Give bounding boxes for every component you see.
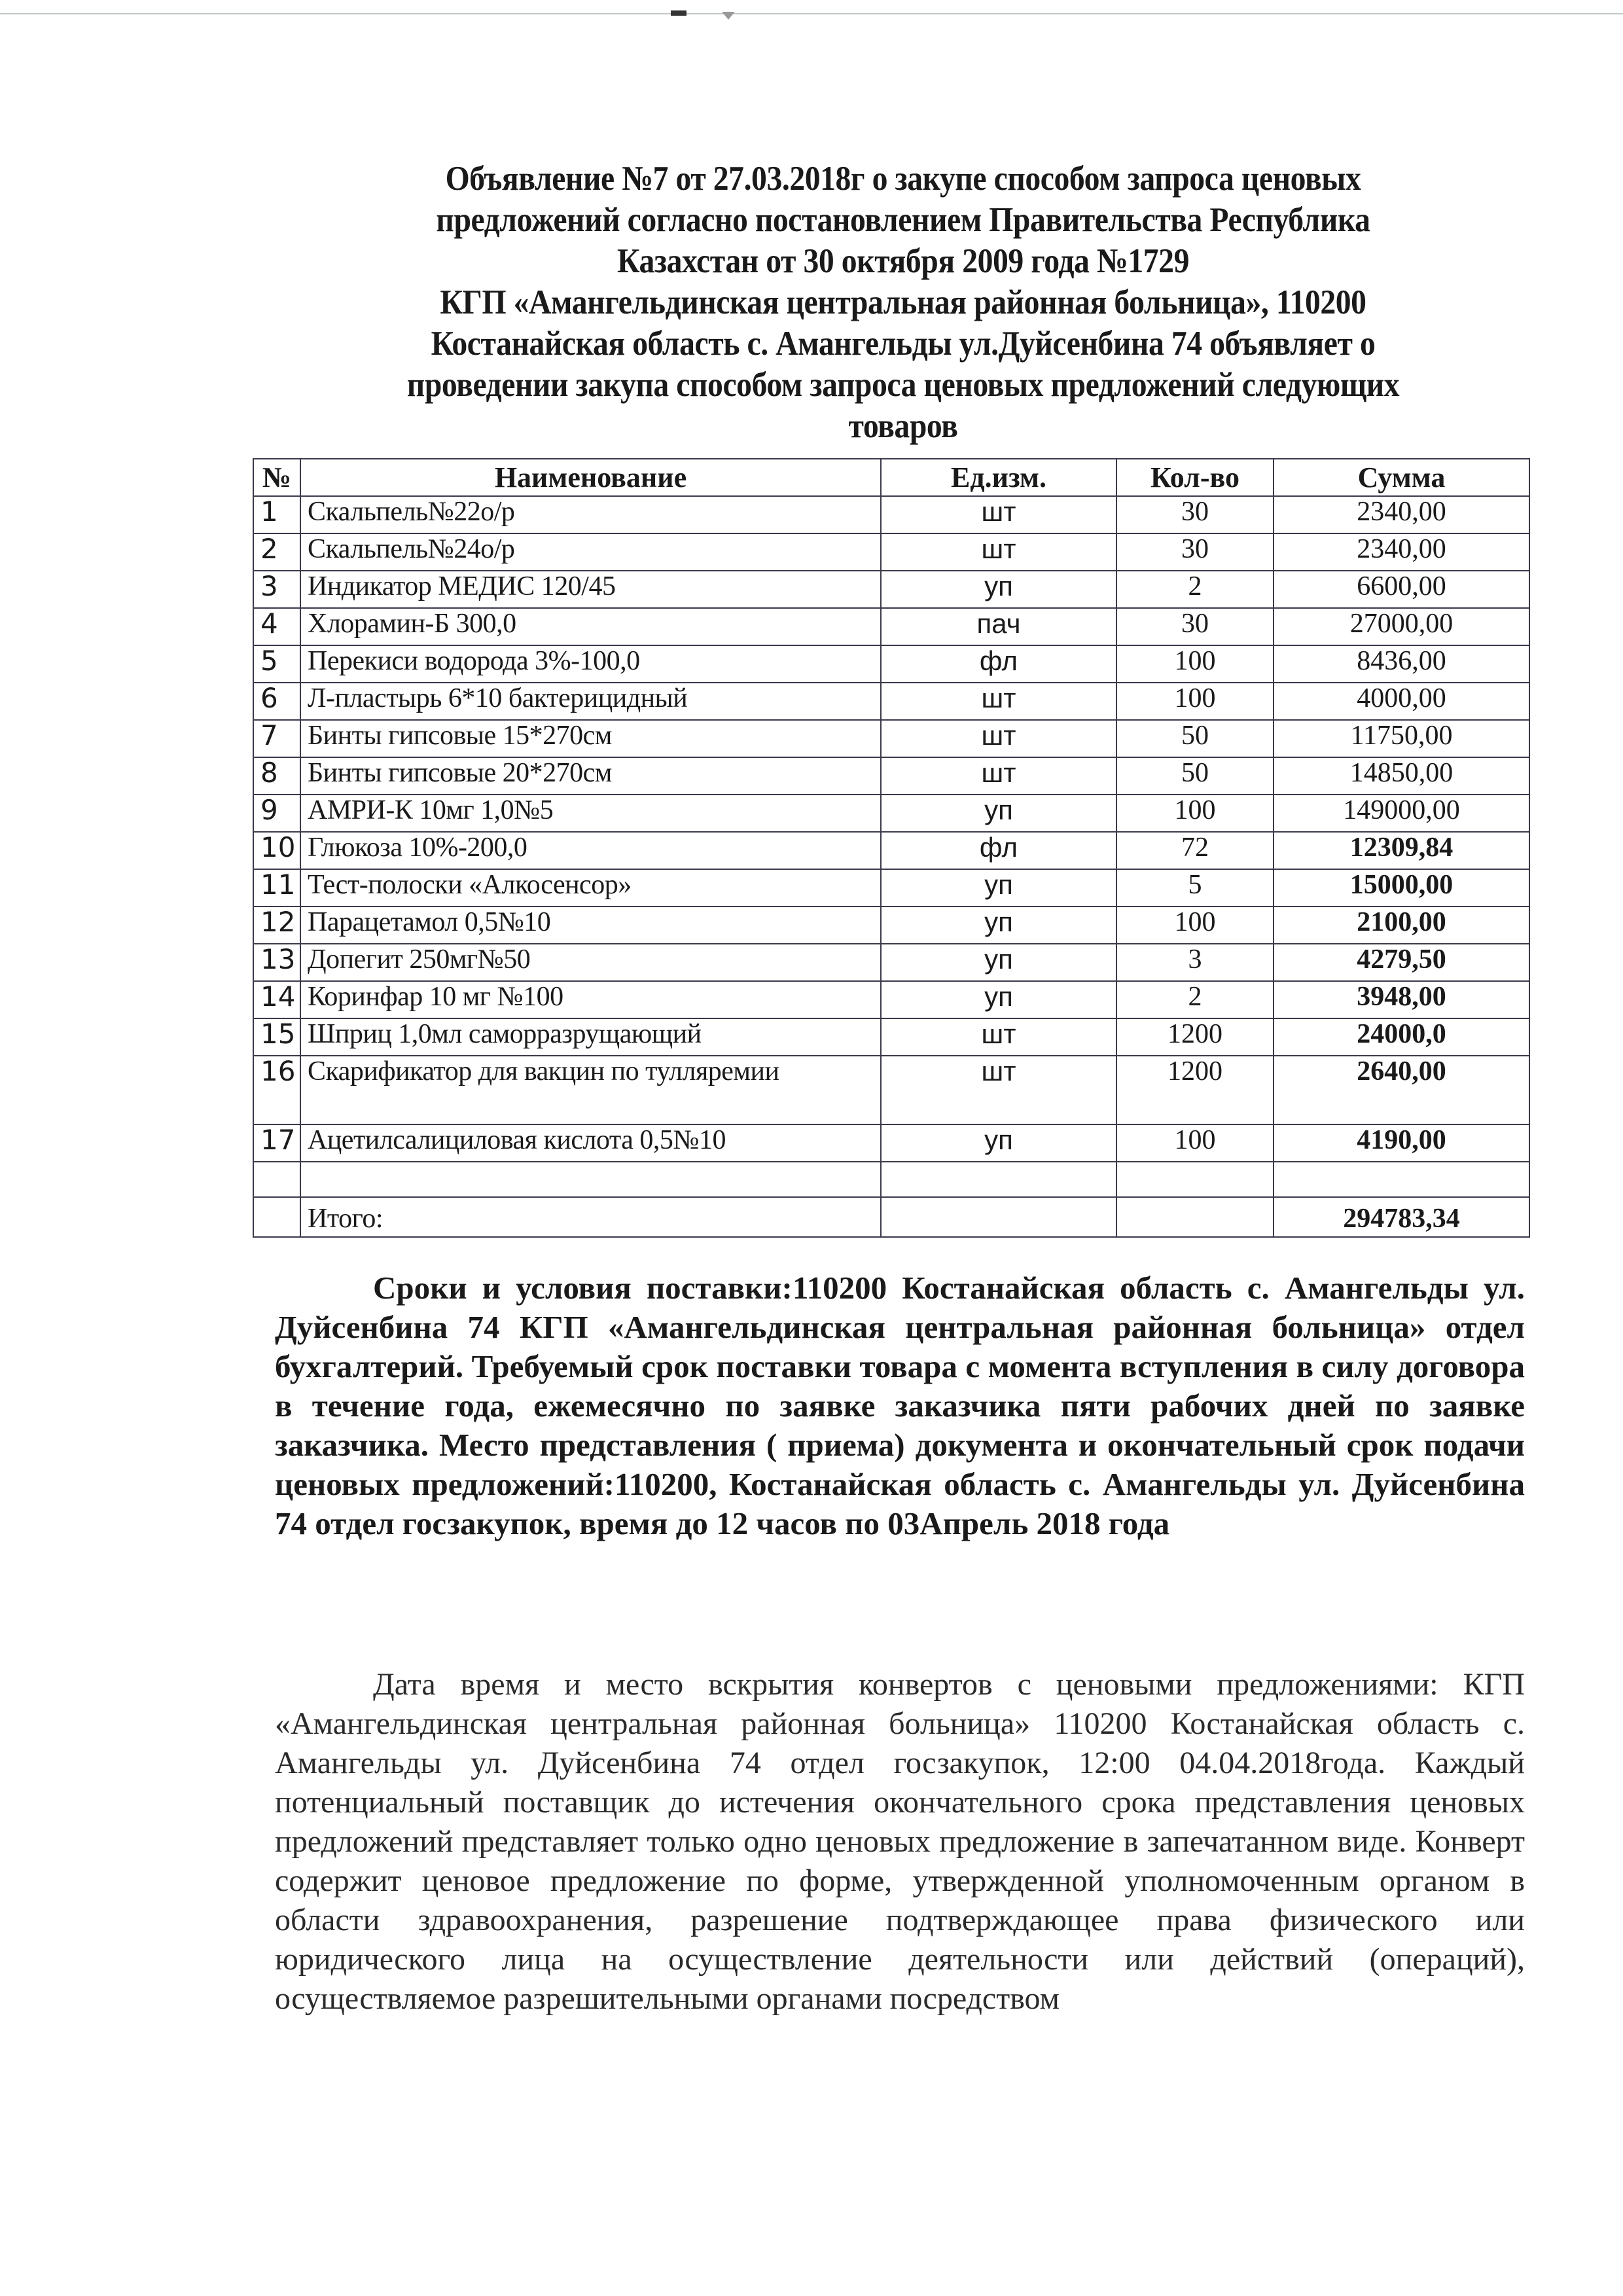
table-row <box>253 571 1529 608</box>
row-name: Бинты гипсовые 15*270см <box>300 720 881 757</box>
table-row <box>253 496 1529 533</box>
row-sum: 2340,00 <box>1274 533 1529 571</box>
title-line: проведении закупа способом запроса ценовых предложений следующих <box>406 366 1400 404</box>
row-unit: шт <box>881 757 1116 795</box>
empty-cell <box>1116 1197 1274 1237</box>
row-unit: шт <box>881 720 1116 757</box>
row-name: Бинты гипсовые 20*270см <box>300 757 881 795</box>
header-name: Наименование <box>300 459 881 496</box>
row-name: Допегит 250мг№50 <box>300 944 881 981</box>
header-qty: Кол-во <box>1116 459 1274 496</box>
row-no: 4 <box>253 608 300 645</box>
row-name: Скальпель№22о/р <box>300 496 881 533</box>
row-qty: 100 <box>1116 683 1274 720</box>
row-unit: шт <box>881 1018 1116 1056</box>
row-no: 11 <box>253 869 300 906</box>
scan-mark <box>671 10 687 16</box>
table-row <box>253 757 1529 795</box>
table-row <box>253 906 1529 944</box>
row-qty: 100 <box>1116 795 1274 832</box>
row-sum: 2640,00 <box>1274 1056 1529 1124</box>
header-sum: Сумма <box>1274 459 1529 496</box>
row-name: Скальпель№24о/р <box>300 533 881 571</box>
envelope-opening-paragraph <box>275 1665 1525 2018</box>
row-name: Л-пластырь 6*10 бактерицидный <box>300 683 881 720</box>
table-row <box>253 981 1529 1018</box>
table-row <box>253 1018 1529 1056</box>
row-qty: 30 <box>1116 533 1274 571</box>
row-unit: пач <box>881 608 1116 645</box>
table-row <box>253 795 1529 832</box>
row-qty: 100 <box>1116 645 1274 683</box>
row-unit: шт <box>881 1056 1116 1124</box>
row-unit: уп <box>881 981 1116 1018</box>
table-row <box>253 944 1529 981</box>
row-name: Глюкоза 10%-200,0 <box>300 832 881 869</box>
envelope-opening-text: Дата время и место вскрытия конвертов с ценовыми предложениями: КГП «Амангельдинская центральная районная больница» 110200 Костанайская область с. Амангельды ул. Дуйсенбина 74 отдел госзакупок, 12:00 04.04.2018года. Каждый потенциальный поставщик до истечения окончательного срока представления ценовых предложений представляет только одно ценовых предложение в запечатанном виде. Конверт содержит ценовое предложение по форме, утвержденной уполномоченным органом в области здравоохранения, разрешение подтверждающее права физического или юридического лица на осуществление деятельности или действий (операций), осуществляемое разрешительными органами посредством <box>275 1667 1525 2016</box>
row-no: 17 <box>253 1124 300 1162</box>
row-no: 5 <box>253 645 300 683</box>
empty-cell <box>881 1197 1116 1237</box>
row-unit: шт <box>881 533 1116 571</box>
empty-cell <box>300 1162 881 1197</box>
row-sum: 27000,00 <box>1274 608 1529 645</box>
row-no: 8 <box>253 757 300 795</box>
row-name: Скарификатор для вакцин по тулляремии <box>300 1056 881 1124</box>
delivery-terms-paragraph <box>275 1268 1525 1543</box>
row-sum: 2100,00 <box>1274 906 1529 944</box>
row-no: 10 <box>253 832 300 869</box>
row-sum: 4000,00 <box>1274 683 1529 720</box>
total-label: Итого: <box>300 1197 881 1237</box>
table-row <box>253 1056 1529 1124</box>
title-line: Костанайская область с. Амангельды ул.Дуйсенбина 74 объявляет о <box>431 325 1376 363</box>
row-sum: 11750,00 <box>1274 720 1529 757</box>
table-row <box>253 720 1529 757</box>
row-qty: 50 <box>1116 720 1274 757</box>
row-qty: 30 <box>1116 496 1274 533</box>
title-line: Объявление №7 от 27.03.2018г о закупе способом запроса ценовых <box>445 160 1361 198</box>
table-header-row <box>253 459 1529 496</box>
empty-cell <box>1116 1162 1274 1197</box>
announcement-title <box>344 158 1463 447</box>
delivery-terms-text: Сроки и условия поставки:110200 Костанайская область с. Амангельды ул. Дуйсенбина 74 КГП «Амангельдинская центральная районная больница» отдел бухгалтерий. Требуемый срок поставки товара с момента вступления в силу договора в течение года, ежемесячно по заявке заказчика пяти рабочих дней по заявке заказчика. Место представления ( приема) документа и окончательный срок подачи ценовых предложений:110200, Костанайская область с. Амангельды ул. Дуйсенбина 74 отдел госзакупок, время до 12 часов по 03Апрель 2018 года <box>275 1270 1525 1541</box>
row-sum: 8436,00 <box>1274 645 1529 683</box>
row-unit: уп <box>881 1124 1116 1162</box>
row-name: Перекиси водорода 3%-100,0 <box>300 645 881 683</box>
row-sum: 4190,00 <box>1274 1124 1529 1162</box>
row-no: 1 <box>253 496 300 533</box>
table-row <box>253 1124 1529 1162</box>
row-no: 14 <box>253 981 300 1018</box>
row-qty: 30 <box>1116 608 1274 645</box>
row-name: Хлорамин-Б 300,0 <box>300 608 881 645</box>
table-row <box>253 832 1529 869</box>
row-no: 3 <box>253 571 300 608</box>
row-unit: фл <box>881 645 1116 683</box>
row-name: Шприц 1,0мл саморразрущающий <box>300 1018 881 1056</box>
row-sum: 2340,00 <box>1274 496 1529 533</box>
empty-cell <box>881 1162 1116 1197</box>
header-no: № <box>253 459 300 496</box>
row-unit: шт <box>881 496 1116 533</box>
title-line: КГП «Амангельдинская центральная районная больница», 110200 <box>440 283 1366 321</box>
table-empty-row <box>253 1162 1529 1197</box>
row-sum: 4279,50 <box>1274 944 1529 981</box>
goods-table <box>253 458 1530 1238</box>
table-row <box>253 645 1529 683</box>
row-qty: 5 <box>1116 869 1274 906</box>
row-no: 9 <box>253 795 300 832</box>
row-sum: 12309,84 <box>1274 832 1529 869</box>
row-no: 13 <box>253 944 300 981</box>
empty-cell <box>1274 1162 1529 1197</box>
row-qty: 2 <box>1116 571 1274 608</box>
row-name: Ацетилсалициловая кислота 0,5№10 <box>300 1124 881 1162</box>
row-qty: 1200 <box>1116 1056 1274 1124</box>
row-unit: шт <box>881 683 1116 720</box>
row-unit: уп <box>881 795 1116 832</box>
table-total-row <box>253 1197 1529 1237</box>
row-sum: 24000,0 <box>1274 1018 1529 1056</box>
row-sum: 15000,00 <box>1274 869 1529 906</box>
row-qty: 1200 <box>1116 1018 1274 1056</box>
row-unit: уп <box>881 869 1116 906</box>
row-name: Коринфар 10 мг №100 <box>300 981 881 1018</box>
row-sum: 149000,00 <box>1274 795 1529 832</box>
scan-edge-line <box>0 13 1623 14</box>
table-row <box>253 533 1529 571</box>
empty-cell <box>253 1197 300 1237</box>
row-name: Парацетамол 0,5№10 <box>300 906 881 944</box>
row-no: 6 <box>253 683 300 720</box>
row-name: Индикатор МЕДИС 120/45 <box>300 571 881 608</box>
scan-mark-triangle <box>722 12 735 20</box>
table-row <box>253 608 1529 645</box>
row-no: 15 <box>253 1018 300 1056</box>
row-qty: 50 <box>1116 757 1274 795</box>
title-line: Казахстан от 30 октября 2009 года №1729 <box>617 242 1189 280</box>
row-qty: 3 <box>1116 944 1274 981</box>
row-unit: уп <box>881 944 1116 981</box>
title-line: предложений согласно постановлением Правительства Республика <box>436 201 1370 239</box>
row-qty: 2 <box>1116 981 1274 1018</box>
row-sum: 6600,00 <box>1274 571 1529 608</box>
row-no: 16 <box>253 1056 300 1124</box>
total-sum: 294783,34 <box>1274 1197 1529 1237</box>
row-no: 7 <box>253 720 300 757</box>
row-name: Тест-полоски «Алкосенсор» <box>300 869 881 906</box>
row-unit: уп <box>881 906 1116 944</box>
row-unit: фл <box>881 832 1116 869</box>
row-sum: 14850,00 <box>1274 757 1529 795</box>
header-unit: Ед.изм. <box>881 459 1116 496</box>
title-line: товаров <box>848 407 958 445</box>
row-sum: 3948,00 <box>1274 981 1529 1018</box>
row-unit: уп <box>881 571 1116 608</box>
row-name: АМРИ-К 10мг 1,0№5 <box>300 795 881 832</box>
table-row <box>253 869 1529 906</box>
row-qty: 72 <box>1116 832 1274 869</box>
row-qty: 100 <box>1116 1124 1274 1162</box>
row-no: 2 <box>253 533 300 571</box>
empty-cell <box>253 1162 300 1197</box>
table-row <box>253 683 1529 720</box>
row-qty: 100 <box>1116 906 1274 944</box>
row-no: 12 <box>253 906 300 944</box>
